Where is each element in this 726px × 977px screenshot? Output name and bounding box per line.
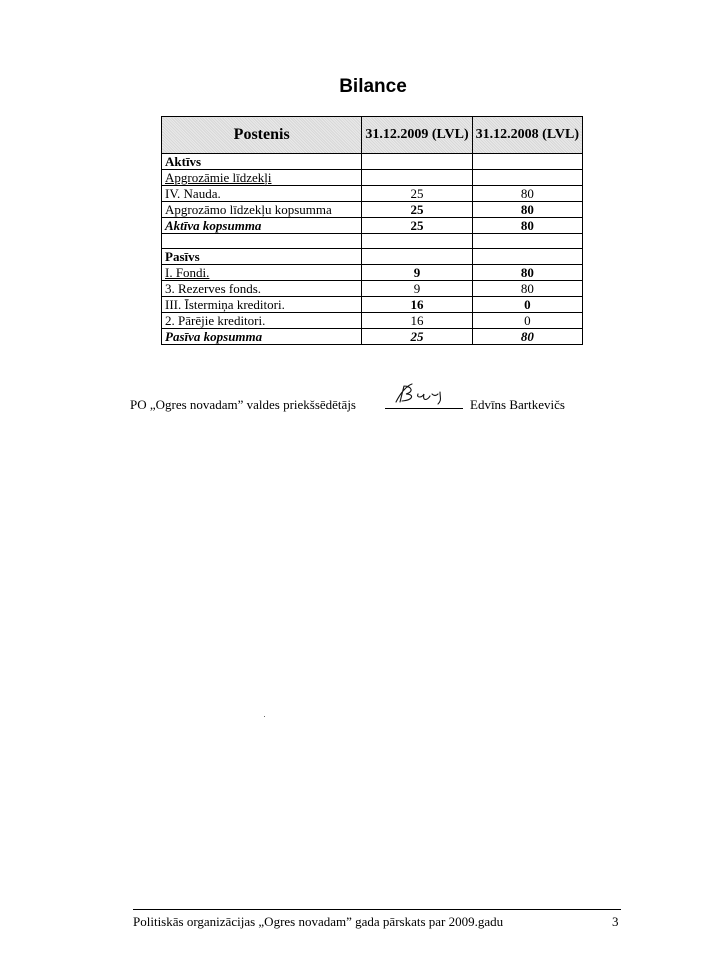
row-label: IV. Nauda.	[162, 186, 362, 202]
value-2008: 80	[472, 329, 582, 345]
value-2008	[472, 234, 582, 249]
value-2008: 80	[472, 202, 582, 218]
table-row	[162, 170, 583, 186]
value-2009: 16	[362, 297, 472, 313]
table-header-row	[162, 117, 583, 154]
table-row	[162, 202, 583, 218]
row-label: Aktīva kopsumma	[162, 218, 362, 234]
table-row	[162, 234, 583, 249]
footer-divider	[133, 909, 621, 910]
row-label: Apgrozāmie līdzekļi	[162, 170, 362, 186]
row-label	[162, 234, 362, 249]
table-row	[162, 154, 583, 170]
signatory-name: Edvīns Bartkevičs	[470, 397, 565, 412]
value-2009: 9	[362, 281, 472, 297]
value-2008	[472, 154, 582, 170]
scan-speck	[264, 716, 265, 717]
value-2008: 80	[472, 186, 582, 202]
value-2009	[362, 249, 472, 265]
header-item: Postenis	[162, 117, 362, 154]
value-2009: 25	[362, 186, 472, 202]
table-row	[162, 313, 583, 329]
row-label: Aktīvs	[162, 154, 362, 170]
table-row	[162, 265, 583, 281]
signature-line	[385, 408, 463, 409]
table-row	[162, 297, 583, 313]
value-2008	[472, 249, 582, 265]
value-2008: 80	[472, 281, 582, 297]
header-2008: 31.12.2008 (LVL)	[472, 117, 582, 154]
table-row	[162, 329, 583, 345]
row-label: I. Fondi.	[162, 265, 362, 281]
page-number: 3	[612, 914, 619, 929]
header-2009: 31.12.2009 (LVL)	[362, 117, 472, 154]
value-2009: 25	[362, 202, 472, 218]
row-label: 2. Pārējie kreditori.	[162, 313, 362, 329]
value-2009: 25	[362, 218, 472, 234]
row-label: Apgrozāmo līdzekļu kopsumma	[162, 202, 362, 218]
value-2008: 80	[472, 218, 582, 234]
value-2008: 80	[472, 265, 582, 281]
value-2009: 16	[362, 313, 472, 329]
value-2009	[362, 154, 472, 170]
table-row	[162, 249, 583, 265]
value-2009: 25	[362, 329, 472, 345]
row-label: III. Īstermiņa kreditori.	[162, 297, 362, 313]
row-label: Pasīvs	[162, 249, 362, 265]
value-2009	[362, 234, 472, 249]
value-2008: 0	[472, 297, 582, 313]
row-label: Pasīva kopsumma	[162, 329, 362, 345]
value-2009	[362, 170, 472, 186]
row-label: 3. Rezerves fonds.	[162, 281, 362, 297]
footer-text: Politiskās organizācijas „Ogres novadam” gada pārskats par 2009.gadu	[133, 914, 504, 929]
value-2008: 0	[472, 313, 582, 329]
balance-table	[161, 116, 583, 345]
signatory-role: PO „Ogres novadam” valdes priekšsēdētājs	[130, 397, 356, 412]
handwritten-signature	[392, 380, 454, 408]
table-row	[162, 218, 583, 234]
table-row	[162, 281, 583, 297]
table-row	[162, 186, 583, 202]
value-2008	[472, 170, 582, 186]
value-2009: 9	[362, 265, 472, 281]
page-title: Bilance	[339, 76, 407, 97]
